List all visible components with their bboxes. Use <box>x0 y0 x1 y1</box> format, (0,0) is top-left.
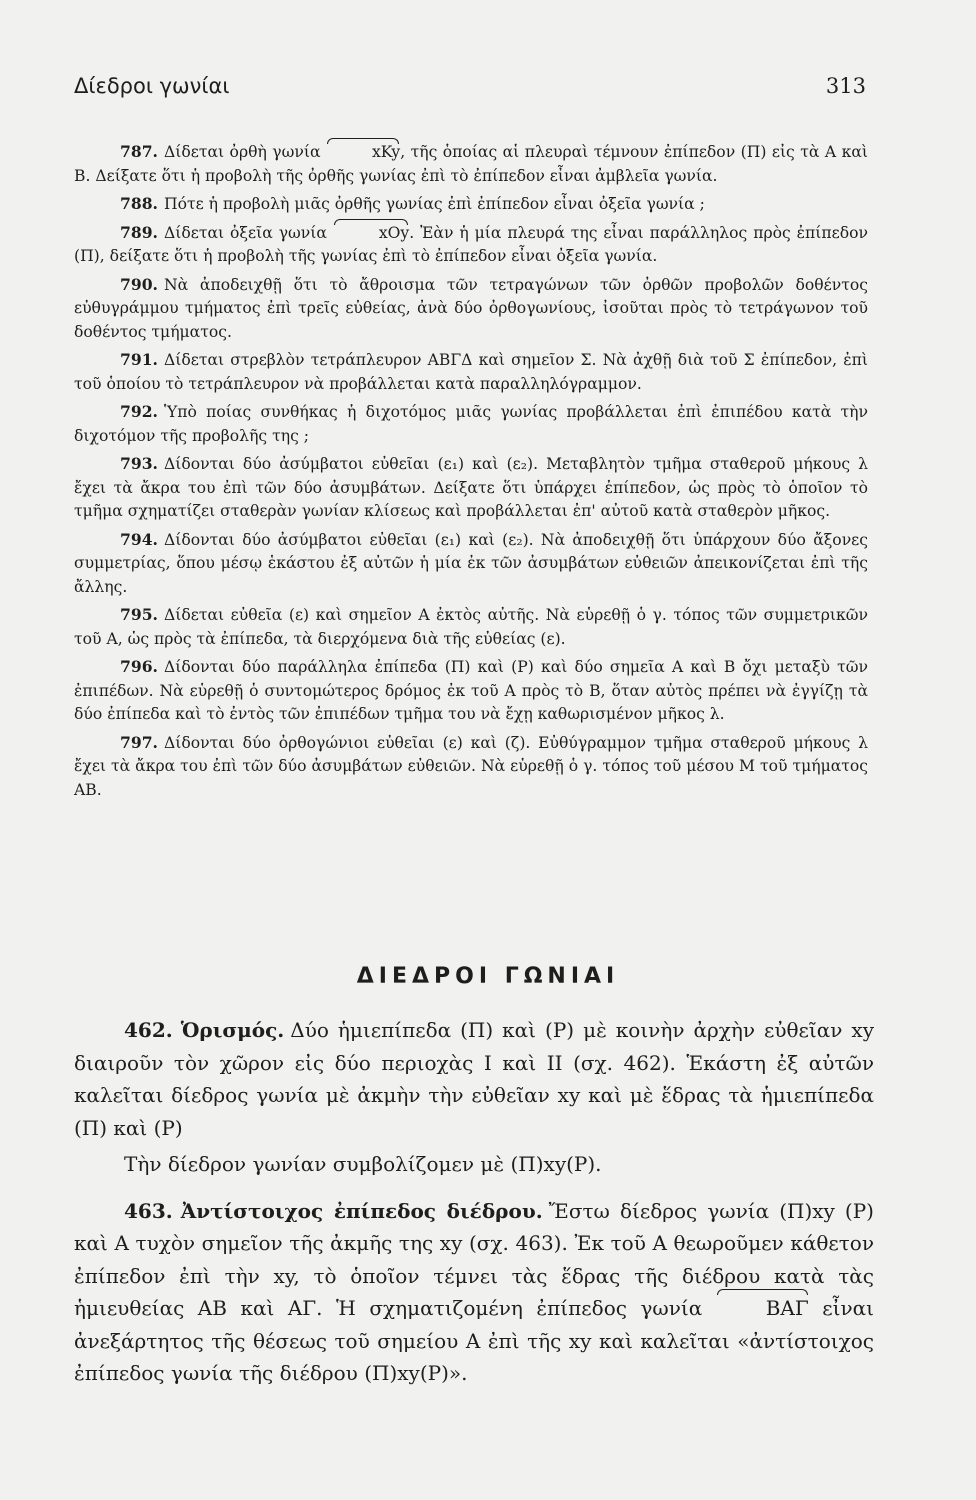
paragraph-462 <box>74 1014 874 1144</box>
exercise-number: 790. <box>120 274 158 294</box>
section-heading: ΔΙΕΔΡΟΙ ΓΩΝΙΑΙ <box>356 964 620 989</box>
running-head <box>74 74 866 104</box>
exercise-795 <box>74 603 868 651</box>
page-number: 313 <box>825 74 866 98</box>
exercise-792 <box>74 400 868 448</box>
exercise-text: Ὑπὸ ποίας συνθήκας ἡ διχοτόμος μιᾶς γωνίας προβάλλεται ἐπὶ ἐπιπέδου κατὰ τὴν διχοτόμον τῆς προβολῆς της ; <box>74 403 868 445</box>
angle-symbol: xKy <box>326 141 400 165</box>
exercise-text: Πότε ἡ προβολὴ μιᾶς ὀρθῆς γωνίας ἐπὶ ἐπίπεδον εἶναι ὀξεῖα γωνία ; <box>163 195 705 213</box>
paragraph-number: 462. <box>124 1018 173 1042</box>
exercise-text: Δίδεται ὀξεῖα γωνία <box>163 223 333 242</box>
paragraph-term: Ὁρισμός. <box>180 1018 285 1042</box>
exercise-790 <box>74 273 868 345</box>
exercise-794 <box>74 528 868 600</box>
exercise-number: 795. <box>120 605 158 624</box>
exercise-text: , τῆς ὁποίας αἱ πλευραὶ τέμνουν ἐπίπεδον (Π) εἰς τὰ Α καὶ Β. Δείξατε ὅτι ἡ προβολὴ τῆς ὀρθῆς γωνίας ἐπὶ τὸ ἐπίπεδον εἶναι ἀμβλεῖα γωνία. <box>74 143 868 185</box>
exercise-number: 791. <box>120 350 158 369</box>
exercise-number: 797. <box>120 732 158 752</box>
paragraph-notation <box>74 1148 874 1181</box>
exercise-number: 789. <box>120 222 158 242</box>
exercise-797 <box>74 731 868 803</box>
exercise-796 <box>74 655 868 727</box>
exercise-789 <box>74 221 868 269</box>
paragraph-term: Ἀντίστοιχος ἐπίπεδος διέδρου. <box>180 1198 543 1223</box>
exercise-text: Δίδεται εὐθεῖα (ε) καὶ σημεῖον Α ἐκτὸς αὐτῆς. Νὰ εὑρεθῇ ὁ γ. τόπος τῶν συμμετρικῶν τοῦ Α, ὡς πρὸς τὰ ἐπίπεδα, τὰ διερχόμενα διὰ τῆς εὐθείας (ε). <box>74 606 868 648</box>
paragraph-number: 463. <box>124 1198 173 1223</box>
paragraph-text: εἶναι ἀνεξάρτητος τῆς θέσεως τοῦ σημείου Α ἐπὶ τῆς xy καὶ καλεῖται «ἀντίστοιχος ἐπίπεδος γωνία τῆς διέδρου (Π)xy(Ρ)». <box>74 1296 874 1385</box>
exercise-788 <box>74 192 868 217</box>
exercise-text: Δίδονται δύο παράλληλα ἐπίπεδα (Π) καὶ (Ρ) καὶ δύο σημεῖα Α καὶ Β ὄχι μεταξὺ τῶν ἐπιπέδων. Νὰ εὑρεθῇ ὁ συντομώτερος δρόμος ἐκ τοῦ Α πρὸς τὸ Β, ὅταν αὐτὸς πρέπει νὰ ἐγγίζῃ τὰ δύο ἐπίπεδα καὶ τὸ ἐντὸς τῶν ἐπιπέδων τμῆμα του νὰ ἔχῃ καθωρισμένον μῆκος λ. <box>74 658 868 723</box>
exercise-787 <box>74 140 868 188</box>
running-head-title: Δίεδροι γωνίαι <box>74 74 230 98</box>
exercise-number: 792. <box>120 402 158 421</box>
paragraph-text: Τὴν δίεδρον γωνίαν συμβολίζομεν μὲ (Π)xy(Ρ). <box>124 1152 602 1176</box>
exercise-text: Δίδεται στρεβλὸν τετράπλευρον ΑΒΓΔ καὶ σημεῖον Σ. Νὰ ἀχθῇ διὰ τοῦ Σ ἐπίπεδον, ἐπὶ τοῦ ὁποίου τὸ τετράπλευρον νὰ προβάλλεται κατὰ παραλληλόγραμμον. <box>74 351 868 393</box>
paragraph-text: Δύο ἡμιεπίπεδα (Π) καὶ (Ρ) μὲ κοινὴν ἀρχὴν εὐθεῖαν xy διαιροῦν τὸν χῶρον εἰς δύο περιοχὰς Ι καὶ ΙΙ (σχ. 462). Ἑκάστη ἐξ αὐτῶν καλεῖται δίεδρος γωνία μὲ ἀκμὴν τὴν εὐθεῖαν xy καὶ μὲ ἕδρας τὰ ἡμιεπίπεδα (Π) καὶ (Ρ) <box>74 1018 874 1140</box>
angle-symbol: xOy <box>333 222 409 246</box>
paragraph-text: Ἔστω δίεδρος γωνία (Π)xy (Ρ) καὶ Α τυχὸν σημεῖον τῆς ἀκμῆς της xy (σχ. 463). Ἐκ τοῦ Α θεωροῦμεν κάθετον ἐπίπεδον ἐπὶ τὴν xy, τὸ ὁποῖον τέμνει τὰς ἕδρας τῆς διέδρου κατὰ τὰς ἡμιευθείας ΑΒ καὶ ΑΓ. Ἡ σχηματιζομένη ἐπίπεδος γωνία <box>74 1198 874 1320</box>
exercise-text: Δίδεται ὀρθὴ γωνία <box>163 143 326 161</box>
exercise-number: 794. <box>120 529 158 549</box>
exercise-text: . Ἐὰν ἡ μία πλευρά της εἶναι παράλληλος πρὸς ἐπίπεδον (Π), δείξατε ὅτι ἡ προβολὴ τῆς γωνίας ἐπὶ τὸ ἐπίπεδον εἶναι ὀξεῖα γωνία. <box>74 223 868 265</box>
exercise-text: Δίδονται δύο ὀρθογώνιοι εὐθεῖαι (ε) καὶ (ζ). Εὐθύγραμμον τμῆμα σταθεροῦ μήκους λ ἔχει τὰ ἄκρα του ἐπὶ τῶν δύο ἀσυμβάτων εὐθειῶν. Νὰ εὑρεθῇ ὁ γ. τόπος τοῦ μέσου Μ τοῦ τμήματος ΑΒ. <box>74 733 868 799</box>
exercise-number: 787. <box>120 142 158 161</box>
main-text <box>74 1014 874 1390</box>
exercise-text: Δίδονται δύο ἀσύμβατοι εὐθεῖαι (ε₁) καὶ (ε₂). Νὰ ἀποδειχθῇ ὅτι ὑπάρχουν δύο ἄξονες συμμετρίας, ὅπου μέσῳ ἑκάστου ἐξ αὐτῶν ἡ μία ἐκ τῶν ἀσυμβάτων εὐθειῶν ἀπεικονίζεται ἐπὶ τῆς ἄλλης. <box>74 530 868 596</box>
exercise-text: Νὰ ἀποδειχθῇ ὅτι τὸ ἄθροισμα τῶν τετραγώνων τῶν ὀρθῶν προβολῶν δοθέντος εὐθυγράμμου τμήματος ἐπὶ τρεῖς εὐθείας, ἀνὰ δύο ὀρθογωνίους, ἰσοῦται πρὸς τὸ τετράγωνον τοῦ δοθέντος τμήματος. <box>74 275 868 341</box>
exercise-793 <box>74 452 868 524</box>
exercise-list <box>74 140 868 806</box>
exercise-text: Δίδονται δύο ἀσύμβατοι εὐθεῖαι (ε₁) καὶ (ε₂). Μεταβλητὸν τμῆμα σταθεροῦ μήκους λ ἔχει τὰ ἄκρα του ἐπὶ τῶν δύο ἀσυμβάτων. Δείξατε ὅτι ὑπάρχει ἐπίπεδον, ὡς πρὸς τὸ ὁποῖον τὸ τμῆμα σχηματίζει σταθερὰν γωνίαν κλίσεως καὶ προβάλλεται ἐπ' αὐτοῦ κατὰ σταθερὸν μῆκος. <box>74 455 868 520</box>
angle-symbol: ΒΑΓ <box>716 1292 809 1325</box>
exercise-791 <box>74 348 868 396</box>
exercise-number: 796. <box>120 657 158 676</box>
paragraph-463 <box>74 1195 874 1390</box>
exercise-number: 793. <box>120 454 158 473</box>
exercise-number: 788. <box>120 194 158 213</box>
